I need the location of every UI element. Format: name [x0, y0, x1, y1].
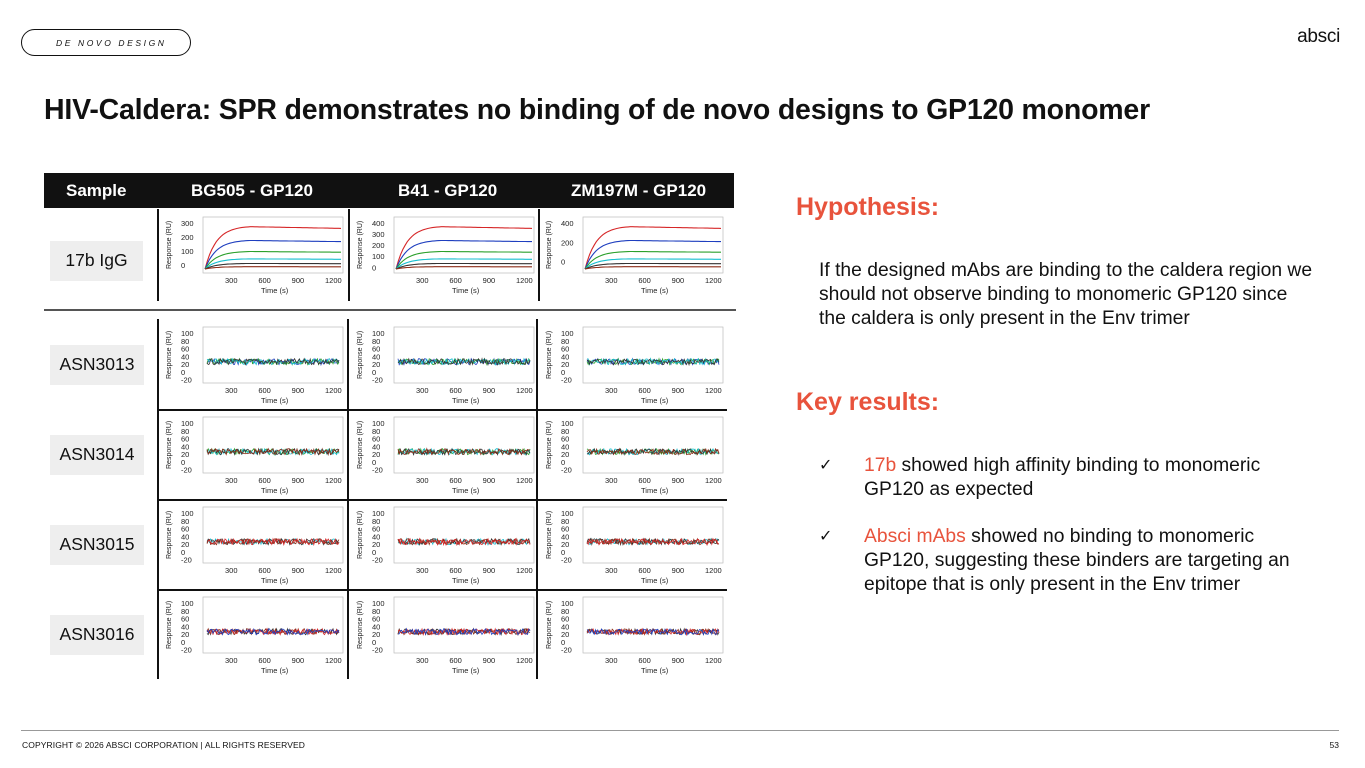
y-tick-label: 100	[561, 599, 574, 608]
plot-frame	[394, 507, 534, 563]
x-tick-label: 900	[482, 276, 496, 285]
x-tick-label: 300	[605, 386, 618, 395]
y-tick-label: 40	[372, 442, 381, 452]
x-tick-label: 900	[671, 386, 685, 395]
x-tick-label: 600	[449, 276, 462, 285]
x-axis-label: Time (s)	[452, 486, 480, 495]
x-tick-label: 1200	[325, 476, 342, 485]
y-tick-label: 100	[372, 509, 385, 518]
sensorgram-plot	[539, 321, 727, 407]
y-axis-label: Response (RU)	[546, 600, 553, 649]
y-tick-label: 100	[181, 599, 194, 608]
y-tick-label: -20	[372, 375, 383, 385]
section-tag-label: DE NOVO DESIGN	[56, 38, 167, 48]
x-tick-label: 600	[258, 386, 271, 395]
x-tick-label: 1200	[325, 566, 342, 575]
x-tick-label: 1200	[325, 276, 342, 285]
x-axis-label: Time (s)	[452, 396, 480, 405]
x-tick-label: 300	[416, 656, 429, 665]
column-header-sample: Sample	[66, 181, 127, 200]
y-tick-label: 100	[181, 509, 194, 518]
y-tick-label: 0	[372, 263, 377, 273]
y-tick-label: 100	[372, 419, 385, 428]
x-axis-label: Time (s)	[261, 666, 289, 675]
y-tick-label: 80	[181, 336, 190, 346]
x-tick-label: 600	[258, 476, 271, 485]
key-result-accent: 17b	[864, 455, 897, 476]
x-tick-label: 900	[482, 656, 496, 665]
y-tick-label: 0	[561, 457, 566, 467]
key-result-text	[864, 454, 1324, 502]
y-tick-label: -20	[181, 375, 192, 385]
y-tick-label: 100	[181, 329, 194, 338]
page-number: 53	[1329, 740, 1339, 750]
y-tick-label: 100	[372, 599, 385, 608]
y-tick-label: 40	[561, 352, 570, 362]
footer-divider	[21, 730, 1339, 731]
x-tick-label: 1200	[705, 656, 722, 665]
plot-frame	[203, 597, 343, 653]
y-tick-label: 80	[181, 516, 190, 526]
y-axis-label: Response (RU)	[357, 420, 364, 469]
key-result-detail: showed no binding to monomeric GP120, suggesting these binders are targeting an epitope that is only present in the Env trimer	[864, 526, 1290, 595]
x-tick-label: 900	[482, 386, 496, 395]
x-tick-label: 900	[291, 656, 305, 665]
x-tick-label: 1200	[325, 656, 342, 665]
x-tick-label: 600	[449, 566, 462, 575]
y-tick-label: 20	[561, 630, 570, 640]
y-tick-label: 80	[561, 336, 570, 346]
plot-frame	[394, 597, 534, 653]
y-tick-label: 60	[181, 344, 190, 354]
x-tick-label: 600	[638, 276, 651, 285]
x-axis-label: Time (s)	[261, 576, 289, 585]
x-axis-label: Time (s)	[641, 666, 669, 675]
y-tick-label: 100	[181, 247, 194, 257]
y-tick-label: 100	[561, 509, 574, 518]
x-tick-label: 600	[449, 656, 462, 665]
sensorgram-plot	[539, 211, 727, 297]
y-tick-label: 60	[372, 614, 381, 624]
y-tick-label: 20	[372, 360, 381, 370]
y-tick-label: -20	[561, 465, 572, 475]
y-tick-label: -20	[372, 465, 383, 475]
y-axis-label: Response (RU)	[166, 220, 173, 269]
x-tick-label: 900	[291, 566, 305, 575]
y-tick-label: 60	[181, 434, 190, 444]
x-axis-label: Time (s)	[261, 486, 289, 495]
y-tick-label: 0	[561, 637, 566, 647]
x-tick-label: 600	[449, 386, 462, 395]
x-axis-label: Time (s)	[261, 396, 289, 405]
spr-results-table	[44, 173, 736, 681]
y-tick-label: -20	[181, 555, 192, 565]
x-tick-label: 600	[449, 476, 462, 485]
y-tick-label: 20	[181, 360, 190, 370]
plot-frame	[583, 327, 723, 383]
key-result-item	[819, 525, 1319, 623]
column-header-b41: B41 - GP120	[398, 181, 498, 200]
y-tick-label: 80	[181, 606, 190, 616]
x-tick-label: 600	[638, 476, 651, 485]
plot-frame	[583, 507, 723, 563]
column-header-bg505: BG505 - GP120	[191, 181, 313, 200]
y-tick-label: 0	[181, 547, 186, 557]
x-tick-label: 600	[638, 656, 651, 665]
y-tick-label: 80	[372, 336, 381, 346]
hypothesis-body: If the designed mAbs are binding to the caldera region we should not observe binding to monomeric GP120 since the caldera is only present in the Env trimer	[819, 260, 1313, 329]
y-tick-label: -20	[561, 375, 572, 385]
sensorgram-plot	[539, 501, 727, 587]
table-grid-line	[157, 589, 727, 591]
row-label-asn3016: ASN3016	[50, 615, 144, 655]
x-tick-label: 300	[225, 386, 238, 395]
y-tick-label: 40	[372, 622, 381, 632]
y-tick-label: 200	[561, 238, 574, 248]
plot-frame	[583, 597, 723, 653]
x-axis-label: Time (s)	[452, 576, 480, 585]
y-tick-label: -20	[181, 465, 192, 475]
y-tick-label: 60	[372, 434, 381, 444]
y-tick-label: 400	[372, 219, 385, 228]
y-tick-label: 100	[372, 329, 385, 338]
x-tick-label: 300	[605, 276, 618, 285]
x-tick-label: 1200	[705, 476, 722, 485]
x-tick-label: 900	[291, 276, 305, 285]
row-label-17b: 17b IgG	[50, 241, 143, 281]
x-axis-label: Time (s)	[641, 396, 669, 405]
x-axis-label: Time (s)	[452, 666, 480, 675]
y-tick-label: 80	[372, 516, 381, 526]
row-label-asn3013: ASN3013	[50, 345, 144, 385]
x-axis-label: Time (s)	[641, 486, 669, 495]
y-tick-label: 20	[181, 540, 190, 550]
y-axis-label: Response (RU)	[357, 220, 364, 269]
y-tick-label: 20	[561, 360, 570, 370]
x-tick-label: 600	[638, 566, 651, 575]
section-tag	[21, 29, 191, 56]
y-tick-label: 20	[372, 630, 381, 640]
y-axis-label: Response (RU)	[546, 420, 553, 469]
y-tick-label: 80	[561, 516, 570, 526]
y-tick-label: 40	[561, 442, 570, 452]
y-tick-label: 0	[372, 367, 377, 377]
y-axis-label: Response (RU)	[546, 510, 553, 559]
y-tick-label: 0	[372, 457, 377, 467]
y-tick-label: 400	[561, 219, 574, 228]
x-axis-label: Time (s)	[641, 576, 669, 585]
hypothesis-heading: Hypothesis:	[796, 193, 940, 221]
plot-frame	[394, 417, 534, 473]
y-tick-label: 0	[561, 367, 566, 377]
y-tick-label: 100	[561, 419, 574, 428]
x-tick-label: 600	[638, 386, 651, 395]
x-axis-label: Time (s)	[261, 286, 289, 295]
y-tick-label: 100	[181, 419, 194, 428]
y-tick-label: 0	[561, 257, 566, 267]
sensorgram-plot	[350, 211, 538, 297]
y-axis-label: Response (RU)	[546, 220, 553, 269]
x-tick-label: 900	[482, 566, 496, 575]
y-axis-label: Response (RU)	[357, 330, 364, 379]
y-tick-label: 200	[372, 241, 385, 251]
y-tick-label: 200	[181, 233, 194, 243]
sensorgram-plot	[350, 321, 538, 407]
key-result-detail: showed high affinity binding to monomeric GP120 as expected	[864, 455, 1261, 500]
y-tick-label: 80	[372, 426, 381, 436]
sensorgram-plot	[539, 591, 727, 677]
x-tick-label: 1200	[516, 566, 533, 575]
y-tick-label: 100	[561, 329, 574, 338]
y-tick-label: 40	[181, 622, 190, 632]
y-tick-label: 40	[372, 352, 381, 362]
x-tick-label: 900	[671, 476, 685, 485]
y-tick-label: 20	[372, 540, 381, 550]
y-tick-label: 60	[561, 614, 570, 624]
key-result-accent: Absci mAbs	[864, 526, 966, 547]
plot-frame	[394, 327, 534, 383]
x-tick-label: 300	[605, 656, 618, 665]
plot-frame	[583, 417, 723, 473]
x-tick-label: 300	[225, 476, 238, 485]
y-tick-label: 60	[561, 344, 570, 354]
table-grid-line	[538, 209, 540, 301]
x-tick-label: 300	[225, 656, 238, 665]
y-tick-label: 20	[181, 630, 190, 640]
sensorgram-plot	[159, 591, 347, 677]
x-tick-label: 900	[291, 476, 305, 485]
sensorgram-plot	[159, 501, 347, 587]
table-grid-line	[157, 409, 727, 411]
x-tick-label: 300	[605, 566, 618, 575]
y-tick-label: 60	[181, 614, 190, 624]
y-tick-label: 300	[372, 230, 385, 240]
column-header-zm197m: ZM197M - GP120	[571, 181, 707, 200]
y-tick-label: 300	[181, 219, 194, 228]
x-tick-label: 1200	[516, 386, 533, 395]
y-tick-label: -20	[561, 555, 572, 565]
x-tick-label: 300	[416, 476, 429, 485]
y-tick-label: 0	[372, 637, 377, 647]
table-grid-line	[348, 209, 350, 301]
y-tick-label: 80	[181, 426, 190, 436]
y-axis-label: Response (RU)	[166, 510, 173, 559]
y-tick-label: -20	[372, 645, 383, 655]
x-tick-label: 600	[258, 276, 271, 285]
table-header-bar	[44, 173, 734, 208]
y-tick-label: -20	[561, 645, 572, 655]
check-icon: ✓	[819, 457, 833, 474]
sensorgram-plot	[159, 411, 347, 497]
table-grid-line	[157, 499, 727, 501]
x-axis-label: Time (s)	[641, 286, 669, 295]
y-axis-label: Response (RU)	[357, 510, 364, 559]
key-result-text	[864, 525, 1324, 597]
x-tick-label: 1200	[325, 386, 342, 395]
y-tick-label: 60	[561, 524, 570, 534]
sensorgram-plot	[159, 211, 347, 297]
x-tick-label: 300	[416, 276, 429, 285]
y-tick-label: 0	[181, 637, 186, 647]
x-tick-label: 1200	[705, 566, 722, 575]
x-axis-label: Time (s)	[452, 286, 480, 295]
plot-frame	[203, 417, 343, 473]
y-tick-label: 40	[561, 622, 570, 632]
y-tick-label: -20	[181, 645, 192, 655]
x-tick-label: 900	[291, 386, 305, 395]
y-axis-label: Response (RU)	[166, 330, 173, 379]
y-tick-label: 80	[561, 606, 570, 616]
plot-frame	[203, 327, 343, 383]
row-label-asn3014: ASN3014	[50, 435, 144, 475]
y-tick-label: 40	[181, 352, 190, 362]
x-tick-label: 300	[225, 566, 238, 575]
table-divider	[44, 309, 736, 311]
y-tick-label: 40	[372, 532, 381, 542]
y-tick-label: 20	[561, 450, 570, 460]
slide-title: HIV-Caldera: SPR demonstrates no binding of de novo designs to GP120 monomer	[44, 94, 1150, 126]
y-tick-label: 0	[181, 261, 186, 271]
y-tick-label: 0	[181, 457, 186, 467]
key-results-heading: Key results:	[796, 388, 940, 416]
x-tick-label: 300	[225, 276, 238, 285]
y-axis-label: Response (RU)	[357, 600, 364, 649]
x-tick-label: 300	[416, 386, 429, 395]
y-tick-label: 60	[181, 524, 190, 534]
y-axis-label: Response (RU)	[546, 330, 553, 379]
row-label-asn3015: ASN3015	[50, 525, 144, 565]
x-tick-label: 300	[605, 476, 618, 485]
y-tick-label: 60	[561, 434, 570, 444]
x-tick-label: 1200	[705, 276, 722, 285]
y-tick-label: 80	[561, 426, 570, 436]
y-tick-label: 80	[372, 606, 381, 616]
y-tick-label: 60	[372, 524, 381, 534]
y-tick-label: 20	[561, 540, 570, 550]
y-tick-label: 20	[181, 450, 190, 460]
x-tick-label: 900	[671, 656, 685, 665]
y-axis-label: Response (RU)	[166, 600, 173, 649]
absci-logo: absci	[1297, 26, 1340, 47]
x-tick-label: 1200	[516, 476, 533, 485]
x-tick-label: 900	[671, 566, 685, 575]
check-icon: ✓	[819, 528, 833, 545]
sensorgram-plot	[539, 411, 727, 497]
x-tick-label: 900	[482, 476, 496, 485]
sensorgram-plot	[350, 411, 538, 497]
x-tick-label: 1200	[516, 276, 533, 285]
y-tick-label: 0	[181, 367, 186, 377]
y-axis-label: Response (RU)	[166, 420, 173, 469]
y-tick-label: 20	[372, 450, 381, 460]
sensorgram-plot	[159, 321, 347, 407]
x-tick-label: 600	[258, 656, 271, 665]
y-tick-label: 0	[372, 547, 377, 557]
table-grid-line	[157, 209, 159, 301]
y-tick-label: 0	[561, 547, 566, 557]
x-tick-label: 300	[416, 566, 429, 575]
y-tick-label: 40	[181, 442, 190, 452]
plot-frame	[203, 507, 343, 563]
key-result-item	[819, 454, 1319, 504]
y-tick-label: 100	[372, 252, 385, 262]
y-tick-label: 40	[181, 532, 190, 542]
y-tick-label: -20	[372, 555, 383, 565]
sensorgram-plot	[350, 591, 538, 677]
x-tick-label: 600	[258, 566, 271, 575]
x-tick-label: 1200	[516, 656, 533, 665]
y-tick-label: 40	[561, 532, 570, 542]
copyright-text: COPYRIGHT © 2026 ABSCI CORPORATION | ALL RIGHTS RESERVED	[22, 740, 305, 750]
x-tick-label: 1200	[705, 386, 722, 395]
y-tick-label: 60	[372, 344, 381, 354]
sensorgram-plot	[350, 501, 538, 587]
x-tick-label: 900	[671, 276, 685, 285]
